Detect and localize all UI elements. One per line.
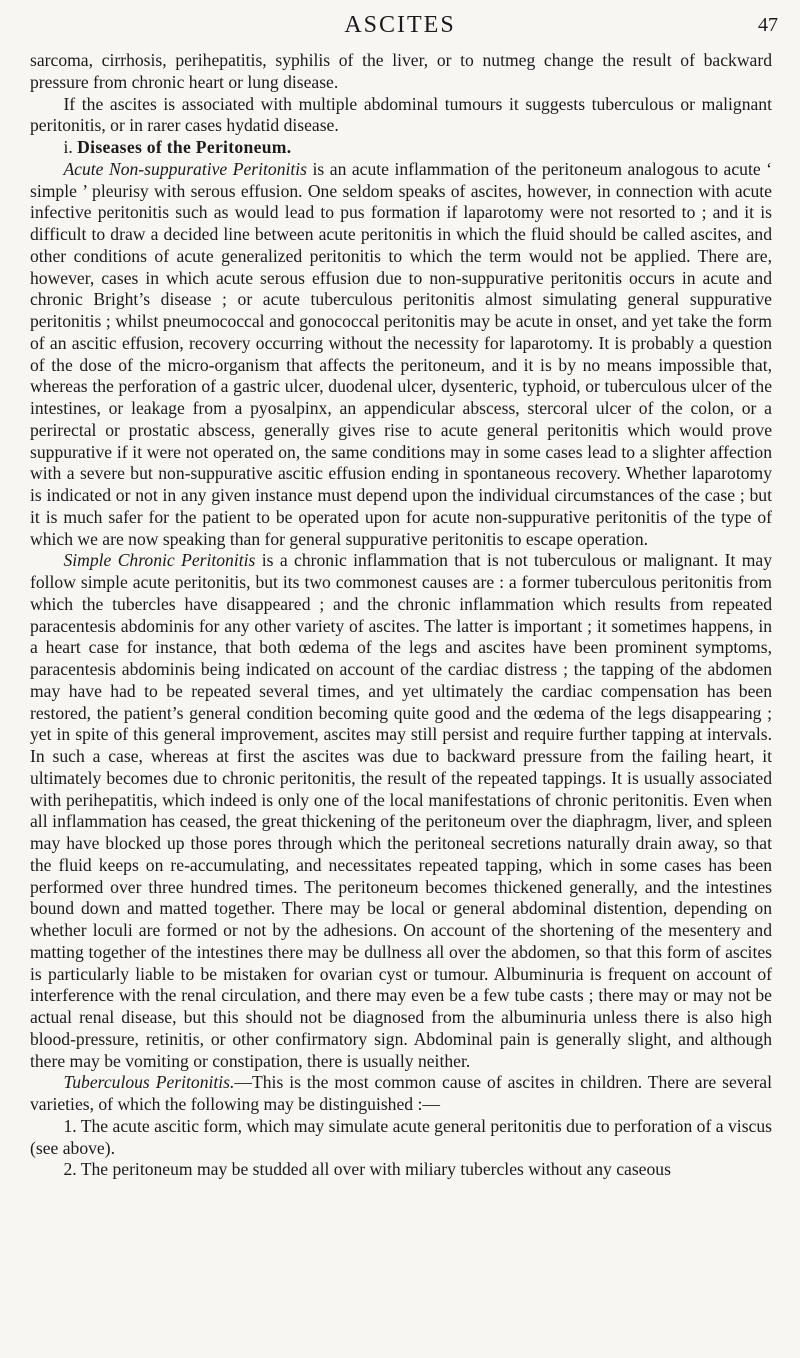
section-heading xyxy=(30,137,772,159)
section-number: i. xyxy=(63,137,73,157)
paragraph-acute-non-suppurative xyxy=(30,159,772,551)
running-head xyxy=(0,12,800,42)
body-text xyxy=(30,50,772,1181)
list-item-miliary: 2. The peritoneum may be studded all over with miliary tubercles without any caseous xyxy=(63,1159,671,1180)
term-acute-non-suppurative: Acute Non-suppurative Peritonitis xyxy=(63,158,308,179)
section-heading-text: Diseases of the Peritoneum. xyxy=(77,137,292,157)
paragraph-simple-chronic-text: is a chronic inflammation that is not tuberculous or malignant. It may follow simple acute peritonitis, but its two commonest causes are : a former tuberculous peritonitis from which the tubercles have disappeared ; and the chronic inflammation which results from repeated paracentesis abdominis for any other variety of ascites. The latter is important ; it sometimes happens, in a heart case for instance, that both œdema of the legs and ascites have been prominent symptoms, paracentesis abdominis being indicated on account of the cardiac distress ; the tapping of the abdomen may have had to be repeated several times, and yet ultimately the cardiac compensation has been restored, the patient’s general condition becoming quite good and the œdema of the legs disappearing ; yet in spite of this general improvement, ascites may still persist and require further tapping at intervals. In such a case, whereas at first the ascites was due to backward pressure from the failing heart, it ultimately becomes due to chronic peritonitis, the result of the repeated tappings. It is usually associated with perihepatitis, which indeed is only one of the local manifestations of chronic peritonitis. Even when all inflammation has ceased, the great thickening of the peritoneum over the diaphragm, liver, and spleen may have blocked up those pores through which the peritoneal secretions naturally drain away, so that the fluid keeps on re-accumulating, and necessitates repeated tapping, which in some cases has been performed over three hundred times. The peritoneum becomes thickened generally, and the intestines bound down and matted together. There may be local or general abdominal distention, depending on whether loculi are formed or not by the adhesions. On account of the shortening of the mesentery and matting together of the intestines there may be dullness all over the abdomen, so that this form of ascites is particularly liable to be mistaken for ovarian cyst or tumour. Albuminuria is frequent on account of interference with the renal circulation, and there may even be a few tube casts ; there may or may not be actual renal disease, but this should not be diagnosed from the albuminuria unless there is also high blood-pressure, retinitis, or other confirmatory sign. Abdominal pain is generally slight, and although there may be vomiting or constipation, there is usually neither. xyxy=(30,550,772,1071)
paragraph-acute-non-suppurative-text: is an acute inflammation of the peritoneum analogous to acute ‘ simple ’ pleurisy with serous effusion. One seldom speaks of ascites, however, in connection with acute infective peritonitis such as would lead to pus formation if laparotomy were not resorted to ; and it is difficult to draw a decided line between acute peritonitis in which the fluid should be called ascites, and other conditions of acute generalized peritonitis to which the term would not be applied. There are, however, cases in which acute serous effusion due to non-suppurative peritonitis occurs in acute and chronic Bright’s disease ; or acute tuberculous peritonitis almost simulating general suppurative peritonitis ; whilst pneumococcal and gonococcal peritonitis may be acute in onset, and yet take the form of an ascitic effusion, recovery occurring without the necessity for laparotomy. It is probably a question of the dose of the micro-organism that affects the peritoneum, and it is by no means impossible that, whereas the perforation of a gastric ulcer, duodenal ulcer, dysenteric, typhoid, or tuberculous ulcer of the intestines, or leakage from a pyosalpinx, an appendicular abscess, stercoral ulcer of the colon, or a perirectal or prostatic abscess, generally gives rise to acute general peritonitis which would prove suppurative if it were not operated on, the same conditions may in some cases lead to a slighter affection with a severe but non-suppurative ascitic effusion ending in spontaneous recovery. Whether laparotomy is indicated or not in any given instance must depend upon the individual circumstances of the case ; but it is much safer for the patient to be operated upon for acute non-suppurative peritonitis of the type of which we are now speaking than for general suppurative peritonitis to escape operation. xyxy=(30,158,772,549)
paragraph-tuberculous xyxy=(30,1072,772,1116)
paragraph-simple-chronic xyxy=(30,550,772,1072)
paragraph-continued: sarcoma, cirrhosis, perihepatitis, syphilis of the liver, or to nutmeg change the result of backward pressure from chronic heart or lung disease. xyxy=(30,50,772,92)
list-item-acute-ascitic: 1. The acute ascitic form, which may simulate acute general peritonitis due to perforation of a viscus (see above). xyxy=(30,1115,772,1158)
page-number: 47 xyxy=(758,14,778,36)
paragraph-tuberculous-text: —This is the most common cause of ascites in children. There are several varieties, of which the following may be distinguished :— xyxy=(30,1072,772,1114)
running-title: ASCITES xyxy=(344,12,456,38)
term-simple-chronic: Simple Chronic Peritonitis xyxy=(63,550,256,571)
paragraph-multiple-tumours: If the ascites is associated with multiple abdominal tumours it suggests tuberculous or malignant peritonitis, or in rarer cases hydatid disease. xyxy=(30,93,772,136)
term-tuberculous: Tuberculous Peritonitis. xyxy=(63,1072,235,1093)
